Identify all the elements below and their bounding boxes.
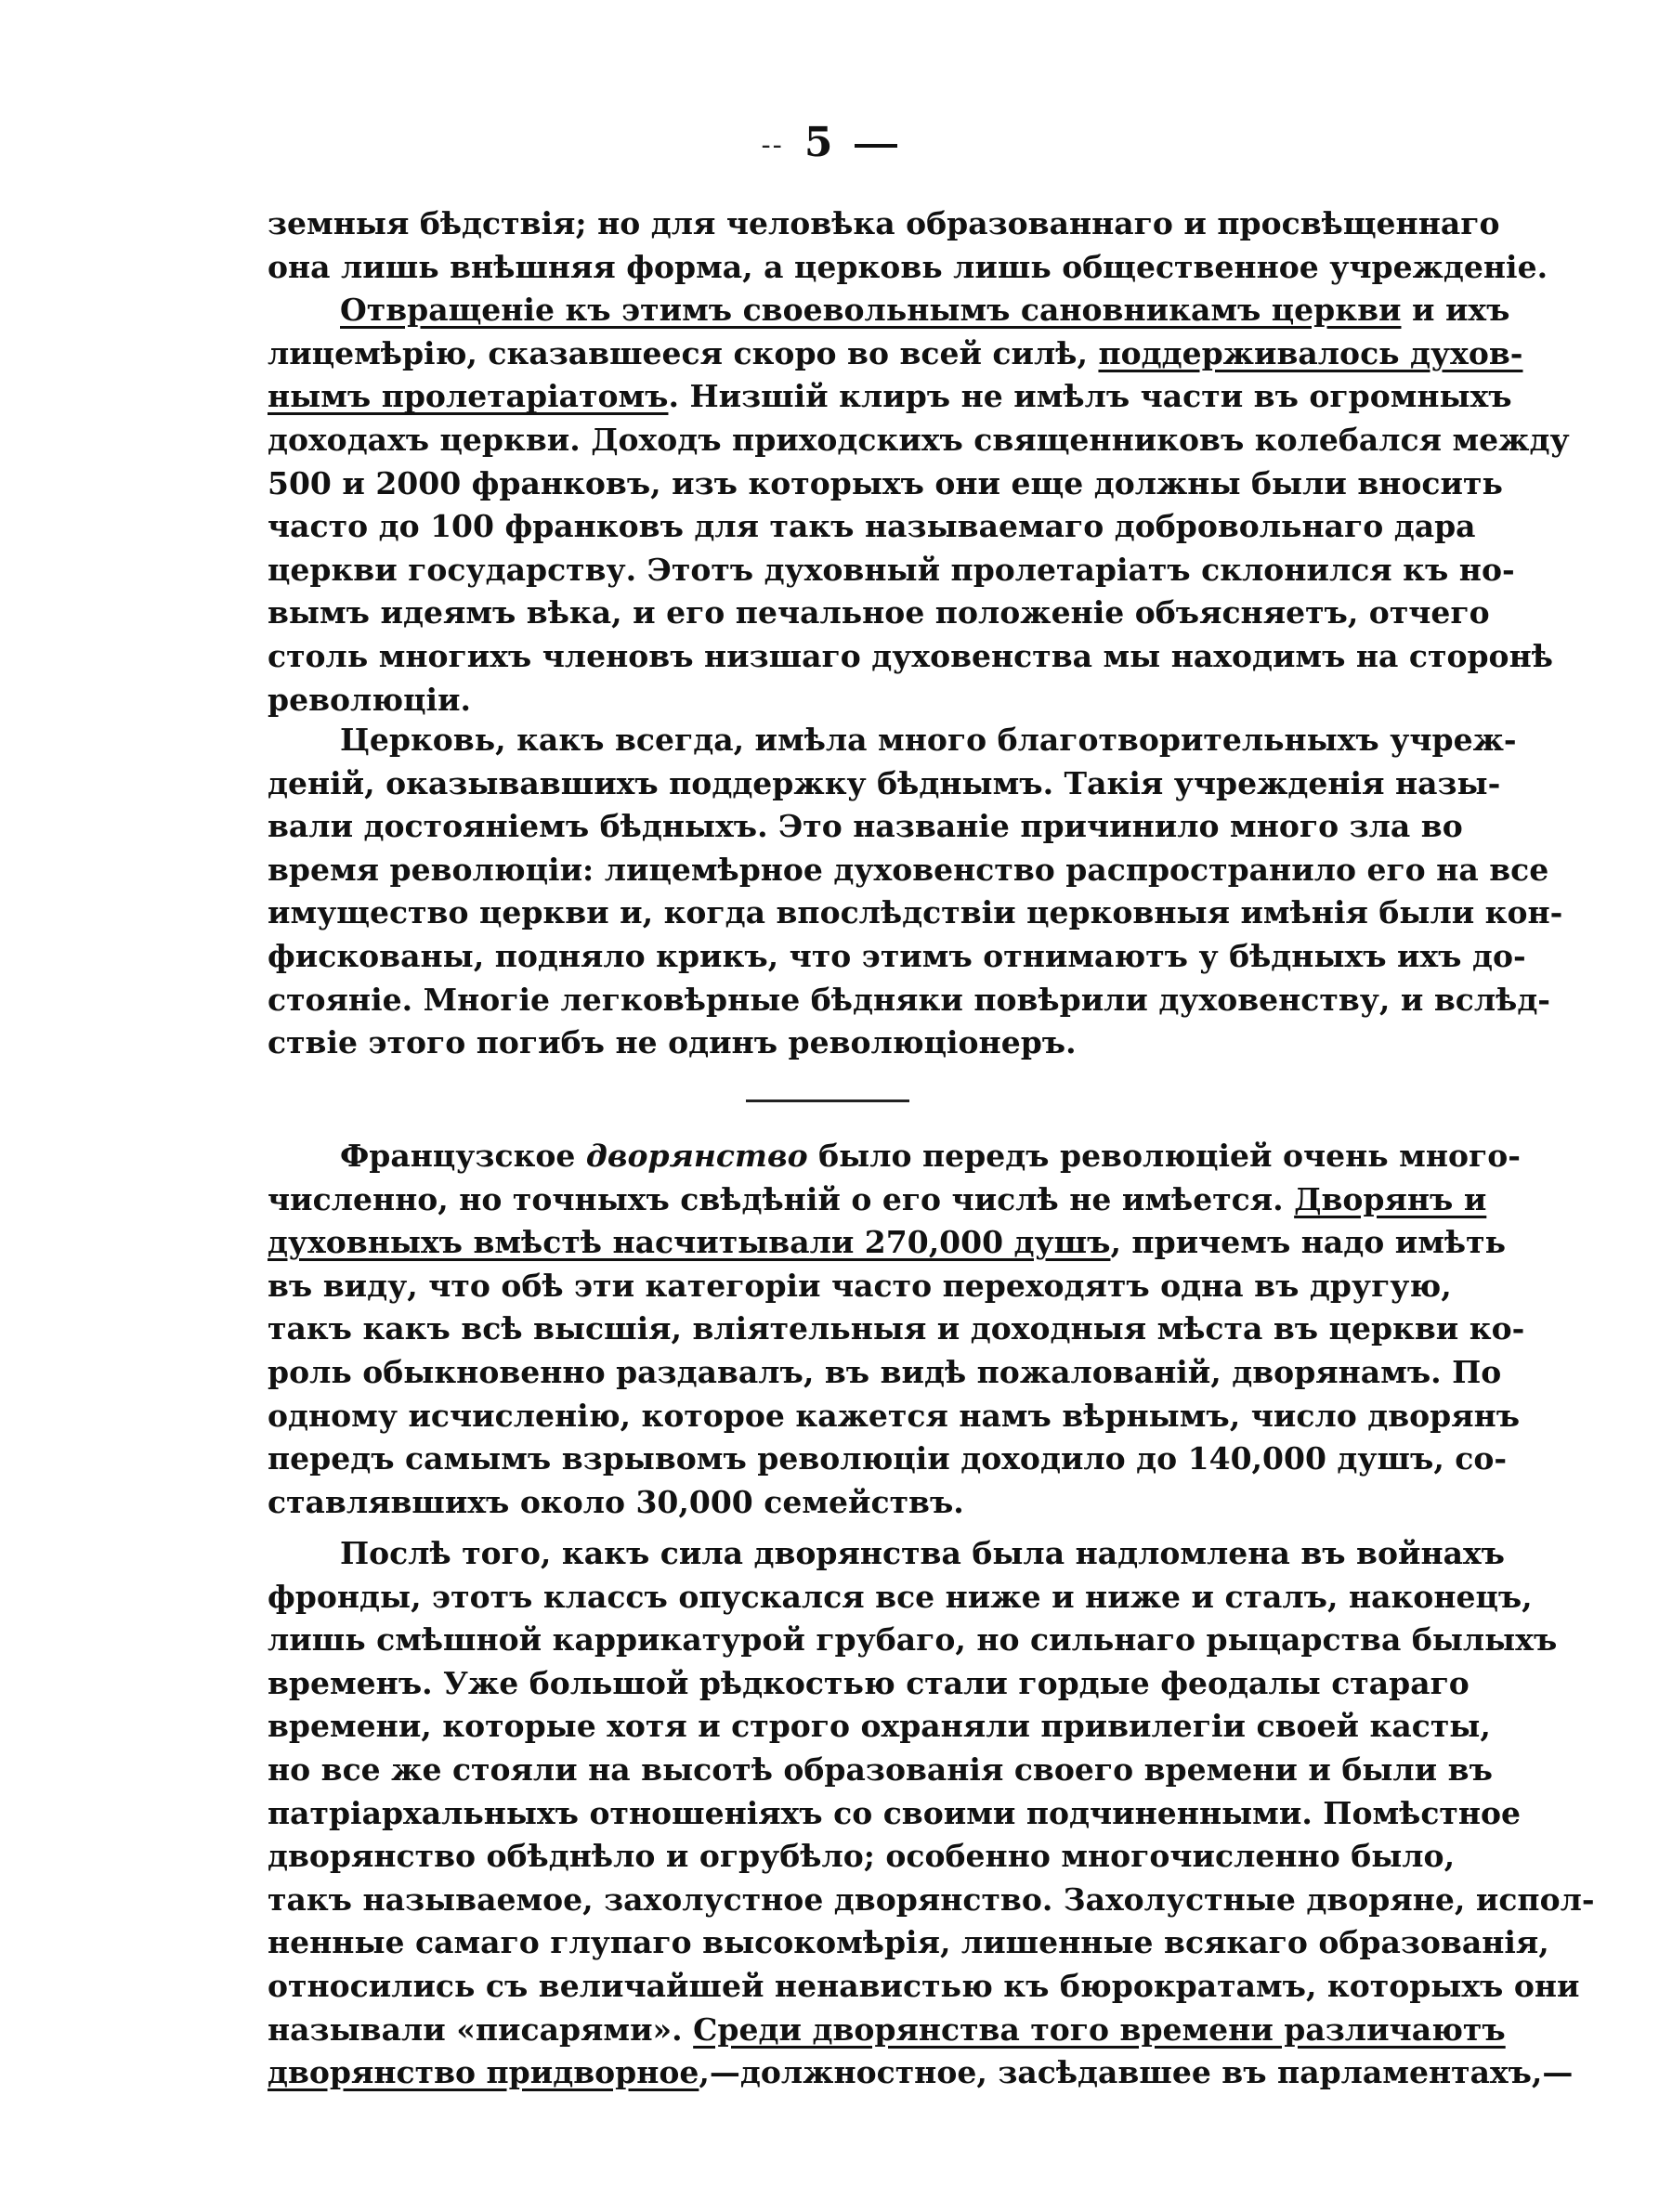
text-line: фронды, этотъ классъ опускался все ниже и ниже и сталъ, наконецъ, (268, 1578, 1533, 1615)
text-line: земныя бѣдствія; но для человѣка образованнаго и просвѣщеннаго (268, 205, 1500, 241)
text-line: 500 и 2000 франковъ, изъ которыхъ они еще должны были вносить (268, 464, 1503, 501)
text-line: деній, оказывавшихъ поддержку бѣднымъ. Такія учрежденія назы- (268, 764, 1501, 801)
text-block-nobility (268, 1135, 1525, 1524)
text-line: такъ какъ всѣ высшія, вліятельныя и доходныя мѣста въ церкви ко- (268, 1310, 1525, 1347)
text-line: время революціи: лицемѣрное духовенство распространило его на все (268, 851, 1549, 888)
text-line: называли «писарями». Среди дворянства того времени различаютъ (268, 2010, 1506, 2048)
text-line: роль обыкновенно раздавалъ, въ видѣ пожалованій, дворянамъ. По (268, 1353, 1502, 1390)
text-line: времени, которые хотя и строго охраняли привилегіи своей касты, (268, 1708, 1491, 1745)
text-line: численно, но точныхъ свѣдѣній о его числѣ не имѣется. Дворянъ и (268, 1180, 1487, 1217)
underlined-phrase: духовныхъ вмѣстѣ насчитывали 270,000 душъ (268, 1224, 1111, 1261)
text-line: ствіе этого погибъ не одинъ революціонеръ. (268, 1024, 1077, 1061)
text-line: часто до 100 франковъ для такъ называемаго добровольнаго дара (268, 508, 1476, 545)
text-line: вымъ идеямъ вѣка, и его печальное положеніе объясняетъ, отчего (268, 594, 1490, 631)
text-block-decline (268, 1532, 1595, 2095)
page-header (0, 119, 1659, 166)
text-line: столь многихъ членовъ низшаго духовенства мы находимъ на сторонѣ (268, 637, 1553, 674)
text-line: лицемѣрію, сказавшееся скоро во всей силѣ, поддерживалось духов- (268, 334, 1523, 371)
text-line: Церковь, какъ всегда, имѣла много благотворительныхъ учреж- (340, 722, 1517, 758)
text-line: лишь смѣшной каррикатурой грубаго, но сильнаго рыцарства былыхъ (268, 1621, 1558, 1659)
header-dash-right (855, 144, 897, 148)
text-line: имущество церкви и, когда впослѣдствіи церковныя имѣнія были кон- (268, 894, 1563, 931)
underlined-phrase: нымъ пролетаріатомъ (268, 378, 669, 415)
text-line: доходахъ церкви. Доходъ приходскихъ священниковъ колебался между (268, 421, 1570, 458)
text-line: нымъ пролетаріатомъ. Низшій клиръ не имѣлъ части въ огромныхъ (268, 378, 1512, 415)
underlined-phrase: дворянство придворное (268, 2054, 699, 2091)
header-dash-left: -- (761, 129, 784, 162)
text-line: но все же стояли на высотѣ образованія своего времени и были въ (268, 1750, 1493, 1788)
text-line: передъ самымъ взрывомъ революціи доходило до 140,000 душъ, со- (268, 1440, 1508, 1477)
text-line: Послѣ того, какъ сила дворянства была надломлена въ войнахъ (340, 1535, 1505, 1571)
section-divider (746, 1099, 909, 1102)
text-line: церкви государству. Этотъ духовный пролетаріатъ склонился къ но- (268, 551, 1515, 588)
text-line: фискованы, подняло крикъ, что этимъ отнимаютъ у бѣдныхъ ихъ до- (268, 937, 1526, 974)
text-block-church (268, 719, 1563, 1065)
text-line: Отвращеніе къ этимъ своевольнымъ сановникамъ церкви и ихъ (340, 292, 1510, 329)
text-line: временъ. Уже большой рѣдкостью стали гордые феодалы стараго (268, 1664, 1470, 1701)
underlined-phrase: поддерживалось духов- (1098, 334, 1523, 371)
text-block-top (268, 202, 1570, 722)
text-line: ставлявшихъ около 30,000 семействъ. (268, 1483, 964, 1520)
text-line: ненные самаго глупаго высокомѣрія, лишенные всякаго образованія, (268, 1924, 1549, 1961)
underlined-phrase: Дворянъ и (1294, 1180, 1487, 1217)
text-line: революціи. (268, 681, 471, 718)
text-line: она лишь внѣшняя форма, а церковь лишь общественное учрежденіе. (268, 248, 1548, 285)
text-line: Французское дворянство было передъ революціей очень много- (340, 1138, 1521, 1174)
text-line: дворянство обѣднѣло и огрубѣло; особенно многочисленно было, (268, 1838, 1456, 1875)
text-line: патріархальныхъ отношеніяхъ со своими подчиненными. Помѣстное (268, 1794, 1522, 1831)
underlined-phrase: Отвращеніе къ этимъ своевольнымъ сановникамъ церкви (340, 292, 1402, 329)
text-line: стояніе. Многіе легковѣрные бѣдняки повѣрили духовенству, и вслѣд- (268, 981, 1551, 1018)
text-line: дворянство придворное,—должностное, засѣдавшее въ парламентахъ,— (268, 2054, 1574, 2091)
page-number: 5 (803, 119, 835, 166)
emphasis: дворянство (585, 1138, 808, 1174)
text-line: относились съ величайшей ненавистью къ бюрократамъ, которыхъ они (268, 1967, 1580, 2004)
text-line: въ виду, что обѣ эти категоріи часто переходятъ одна въ другую, (268, 1267, 1452, 1304)
text-line: духовныхъ вмѣстѣ насчитывали 270,000 душъ, причемъ надо имѣть (268, 1224, 1506, 1261)
text-line: одному исчисленію, которое кажется намъ вѣрнымъ, число дворянъ (268, 1397, 1521, 1434)
underlined-phrase: Среди дворянства того времени различаютъ (693, 2010, 1506, 2048)
text-line: такъ называемое, захолустное дворянство. Захолустные дворяне, испол- (268, 1880, 1595, 1918)
text-line: вали достояніемъ бѣдныхъ. Это названіе причинило много зла во (268, 808, 1463, 845)
